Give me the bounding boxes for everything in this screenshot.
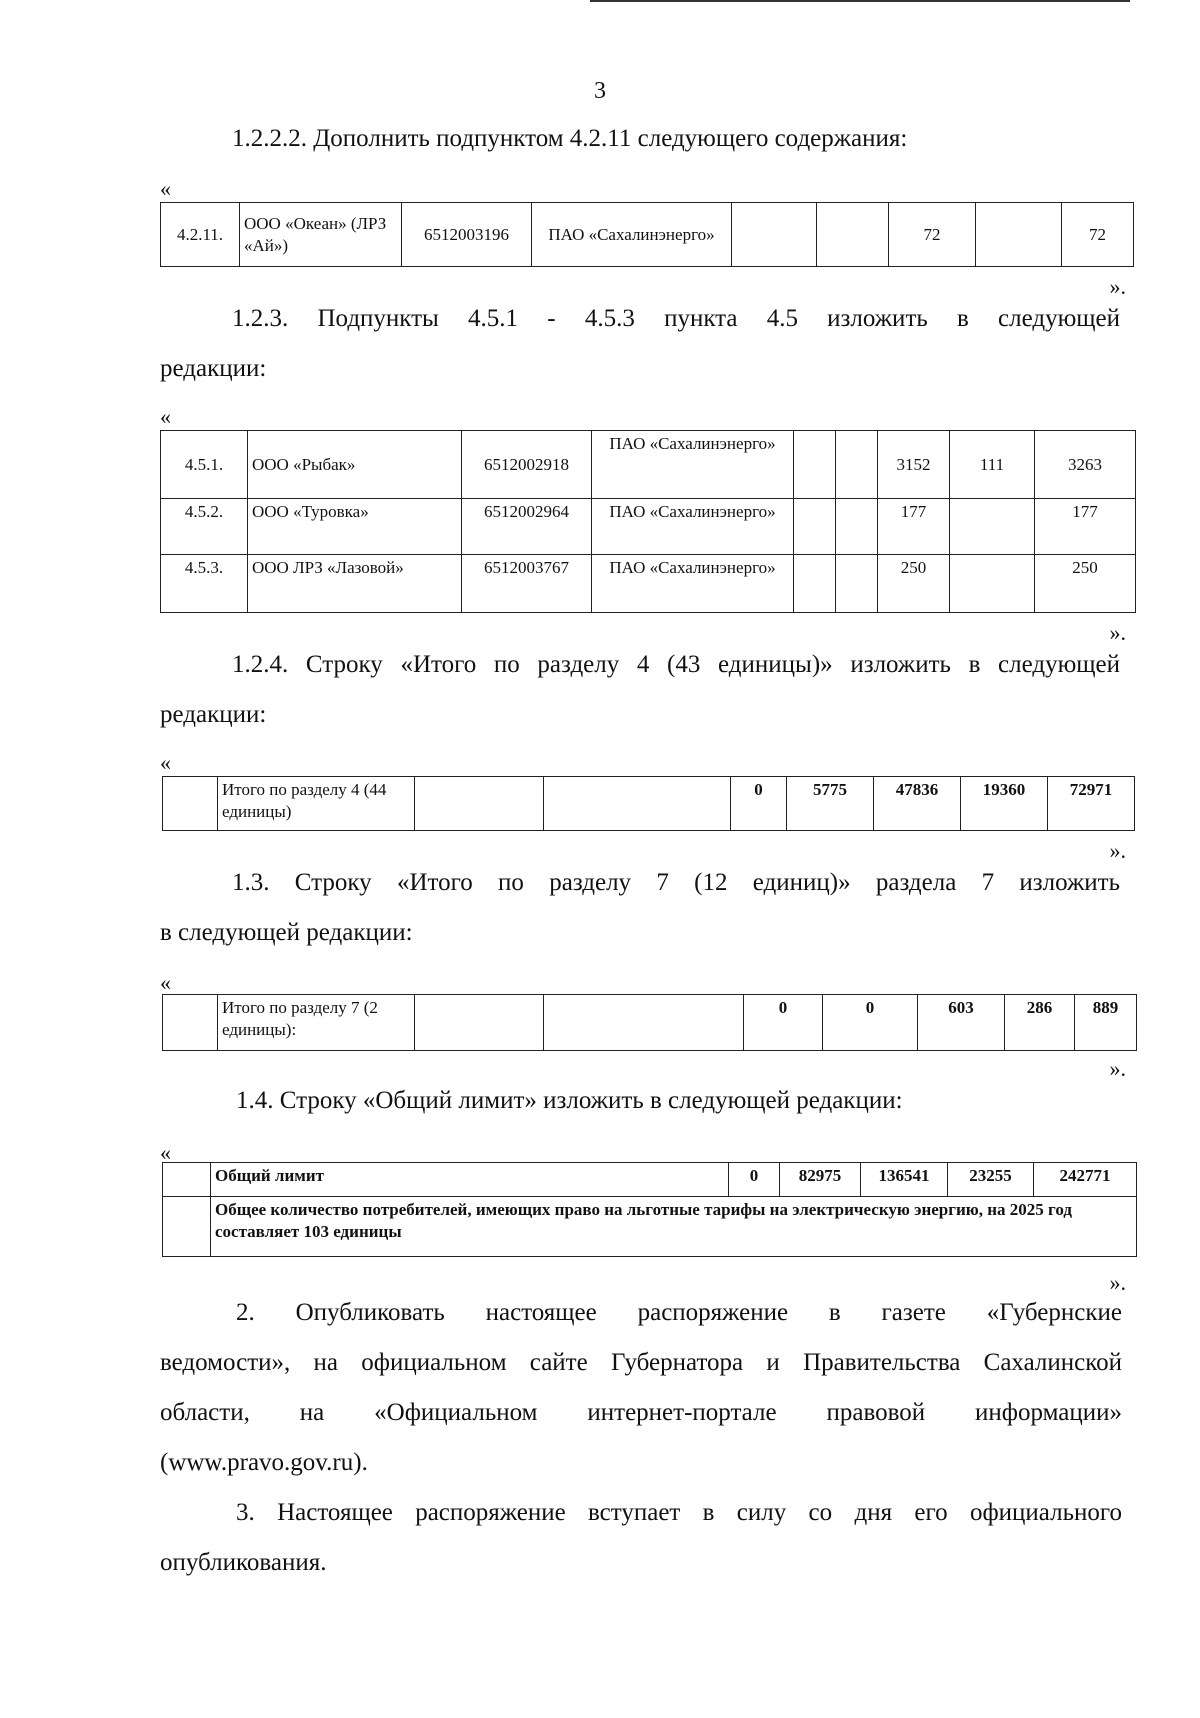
cell-number	[163, 995, 218, 1051]
table-row	[161, 203, 1134, 267]
cell-supplier: ПАО «Сахалинэнерго»	[592, 555, 794, 613]
cell-value-3: 136541	[861, 1163, 948, 1197]
paragraph-2-line-4: (www.pravo.gov.ru).	[160, 1449, 368, 1476]
close-quote: ».	[1109, 1056, 1126, 1081]
cell-value-3: 72	[889, 203, 976, 267]
close-quote: ».	[1109, 1270, 1126, 1295]
cell-value-3: 177	[878, 499, 950, 555]
table-total-section-4	[162, 776, 1135, 831]
table-row	[163, 995, 1137, 1051]
cell-total: 177	[1035, 499, 1136, 555]
heading-1-4: 1.4. Строку «Общий лимит» изложить в следующей редакции:	[236, 1087, 903, 1114]
table-row	[163, 1197, 1137, 1257]
heading-1-2-3-cont: редакции:	[160, 355, 267, 382]
table-total-section-7	[162, 994, 1137, 1051]
cell-total: 250	[1035, 555, 1136, 613]
open-quote: «	[160, 970, 171, 995]
table-row	[161, 431, 1136, 499]
cell-value-2: 0	[823, 995, 918, 1051]
table-row	[163, 1163, 1137, 1197]
cell-consumer: ООО «Туровка»	[248, 499, 462, 555]
cell-number: 4.2.11.	[161, 203, 240, 267]
page-number: 3	[594, 78, 606, 104]
close-quote: ».	[1109, 274, 1126, 299]
cell-inn: 6512002918	[462, 431, 592, 499]
cell-value-3: 47836	[874, 777, 961, 831]
cell-value-1	[732, 203, 817, 267]
cell-consumer: ООО «Океан» (ЛРЗ «Ай»)	[240, 203, 402, 267]
paragraph-3-line-2: опубликования.	[160, 1549, 327, 1576]
cell-value-2	[836, 555, 878, 613]
cell-inn	[415, 777, 544, 831]
cell-value-4	[976, 203, 1062, 267]
table-4-5	[160, 430, 1136, 613]
open-quote: «	[160, 750, 171, 775]
cell-value-1	[794, 555, 836, 613]
open-quote: «	[160, 176, 171, 201]
cell-value-1	[794, 499, 836, 555]
heading-1-2-4-cont: редакции:	[160, 701, 267, 728]
cell-number: 4.5.3.	[161, 555, 248, 613]
cell-value-3: 3152	[878, 431, 950, 499]
cell-total: 3263	[1035, 431, 1136, 499]
cell-value-2: 82975	[780, 1163, 861, 1197]
cell-supplier: ПАО «Сахалинэнерго»	[592, 499, 794, 555]
cell-value-4: 286	[1005, 995, 1075, 1051]
cell-value-4: 111	[950, 431, 1035, 499]
close-quote: ».	[1109, 620, 1126, 645]
cell-number	[163, 777, 218, 831]
paragraph-3-line-1: 3. Настоящее распоряжение вступает в силу со дня его официального	[236, 1499, 1122, 1526]
open-quote: «	[160, 404, 171, 429]
table-row	[161, 499, 1136, 555]
heading-1-2-2-2: 1.2.2.2. Дополнить подпунктом 4.2.11 следующего содержания:	[232, 125, 908, 152]
heading-1-2-4: 1.2.4. Строку «Итого по разделу 4 (43 единицы)» изложить в следующей	[232, 651, 1120, 678]
cell-label: Итого по разделу 7 (2 единицы):	[218, 995, 415, 1051]
cell-supplier	[544, 995, 744, 1051]
open-quote: «	[160, 1140, 171, 1165]
paragraph-2-line-2: ведомости», на официальном сайте Губернатора и Правительства Сахалинской	[160, 1349, 1122, 1376]
cell-inn: 6512003767	[462, 555, 592, 613]
cell-value-2	[836, 499, 878, 555]
cell-note: Общее количество потребителей, имеющих право на льготные тарифы на электрическую энергию, на 2025 год составляет 103 единицы	[211, 1197, 1137, 1257]
cell-consumer: ООО ЛРЗ «Лазовой»	[248, 555, 462, 613]
cell-value-4	[950, 499, 1035, 555]
table-total-limit	[162, 1162, 1137, 1257]
cell-value-4: 23255	[948, 1163, 1034, 1197]
heading-1-3-cont: в следующей редакции:	[160, 919, 413, 946]
cell-total: 889	[1075, 995, 1137, 1051]
paragraph-2-line-1: 2. Опубликовать настоящее распоряжение в газете «Губернские	[236, 1299, 1122, 1326]
cell-value-1: 0	[744, 995, 823, 1051]
cell-value-1: 0	[729, 1163, 780, 1197]
cell-label: Общий лимит	[211, 1163, 729, 1197]
cell-inn: 6512003196	[402, 203, 532, 267]
cell-supplier	[544, 777, 731, 831]
cell-inn	[415, 995, 544, 1051]
cell-value-3: 603	[918, 995, 1005, 1051]
cell-number	[163, 1197, 211, 1257]
cell-number: 4.5.2.	[161, 499, 248, 555]
cell-supplier: ПАО «Сахалинэнерго»	[532, 203, 732, 267]
cell-total: 72971	[1048, 777, 1135, 831]
cell-total: 72	[1062, 203, 1134, 267]
cell-consumer: ООО «Рыбак»	[248, 431, 462, 499]
cell-value-2: 5775	[787, 777, 874, 831]
cell-value-1: 0	[731, 777, 787, 831]
close-quote: ».	[1109, 838, 1126, 863]
heading-1-2-3: 1.2.3. Подпункты 4.5.1 - 4.5.3 пункта 4.5 изложить в следующей	[232, 305, 1120, 332]
cell-supplier: ПАО «Сахалинэнерго»	[592, 431, 794, 499]
top-border-line	[590, 0, 1130, 2]
cell-number	[163, 1163, 211, 1197]
cell-number: 4.5.1.	[161, 431, 248, 499]
cell-value-3: 250	[878, 555, 950, 613]
cell-value-4	[950, 555, 1035, 613]
cell-value-2	[836, 431, 878, 499]
table-row	[161, 555, 1136, 613]
table-4-2-11	[160, 202, 1134, 267]
cell-value-4: 19360	[961, 777, 1048, 831]
table-row	[163, 777, 1135, 831]
heading-1-3: 1.3. Строку «Итого по разделу 7 (12 единиц)» раздела 7 изложить	[232, 869, 1120, 896]
cell-value-1	[794, 431, 836, 499]
cell-inn: 6512002964	[462, 499, 592, 555]
cell-value-2	[817, 203, 889, 267]
cell-label: Итого по разделу 4 (44 единицы)	[218, 777, 415, 831]
paragraph-2-line-3: области, на «Официальном интернет-портале правовой информации»	[160, 1399, 1122, 1426]
cell-total: 242771	[1034, 1163, 1137, 1197]
